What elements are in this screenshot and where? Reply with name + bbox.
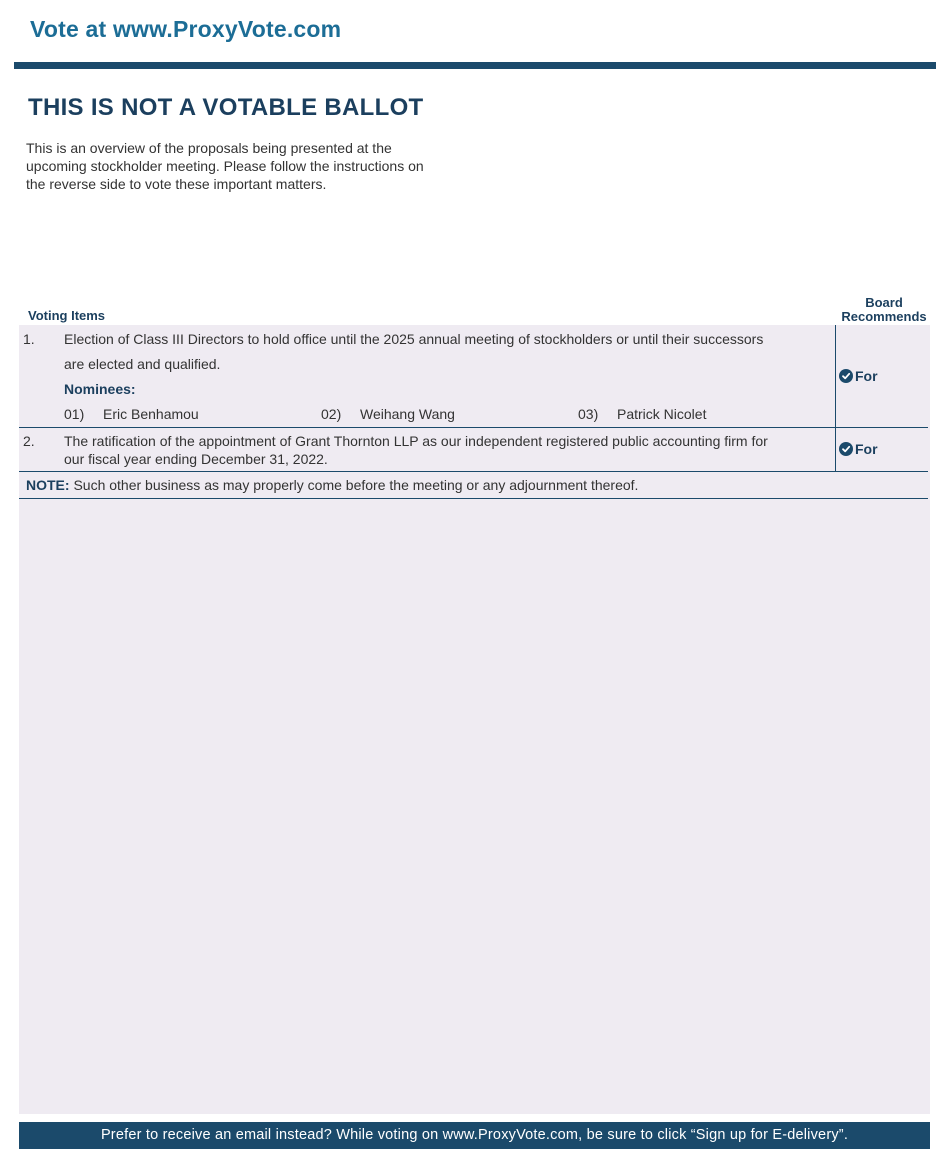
nominee-number: 03) xyxy=(578,406,599,422)
item-number: 2. xyxy=(23,433,35,449)
page-title: THIS IS NOT A VOTABLE BALLOT xyxy=(28,94,424,121)
nominee-name: Eric Benhamou xyxy=(103,406,199,422)
nominee xyxy=(321,406,455,422)
row-divider xyxy=(19,427,928,428)
nominees-label: Nominees: xyxy=(64,381,136,397)
nominee xyxy=(578,406,706,422)
nominee-number: 02) xyxy=(321,406,342,422)
intro-line: upcoming stockholder meeting. Please follow the instructions on xyxy=(26,158,424,174)
board-column-divider xyxy=(835,325,836,471)
recommendation-label: For xyxy=(855,441,878,457)
nominee-name: Patrick Nicolet xyxy=(617,406,707,422)
item-2-text-line: The ratification of the appointment of Grant Thornton LLP as our independent registered public accounting firm for xyxy=(64,433,768,449)
row-divider xyxy=(19,498,928,499)
note-label: NOTE: xyxy=(26,477,70,493)
board-header-line: Board xyxy=(865,295,903,310)
intro-line: the reverse side to vote these important matters. xyxy=(26,176,327,192)
nominee xyxy=(64,406,199,422)
board-recommends-header xyxy=(838,296,930,324)
intro-paragraph xyxy=(26,139,466,193)
recommendation-label: For xyxy=(855,368,878,384)
board-header-line: Recommends xyxy=(841,309,927,324)
proxyvote-link[interactable]: Vote at www.ProxyVote.com xyxy=(30,16,342,42)
note-body: Such other business as may properly come before the meeting or any adjournment thereof. xyxy=(69,477,639,493)
header-rule xyxy=(14,62,936,69)
item-2-text-line: our fiscal year ending December 31, 2022. xyxy=(64,451,328,467)
item-1-text-line: Election of Class III Directors to hold office until the 2025 annual meeting of stockholders or until their successors xyxy=(64,331,764,347)
item-2-recommendation xyxy=(839,441,878,457)
nominee-number: 01) xyxy=(64,406,85,422)
item-1-text-line: are elected and qualified. xyxy=(64,356,221,372)
nominee-name: Weihang Wang xyxy=(360,406,455,422)
item-1-recommendation xyxy=(839,368,878,384)
row-divider xyxy=(19,471,928,472)
intro-line: This is an overview of the proposals being presented at the xyxy=(26,140,392,156)
check-circle-icon xyxy=(839,369,853,383)
voting-items-header: Voting Items xyxy=(28,308,106,323)
note-text xyxy=(26,477,638,493)
check-circle-icon xyxy=(839,442,853,456)
item-number: 1. xyxy=(23,331,35,347)
e-delivery-banner: Prefer to receive an email instead? While voting on www.ProxyVote.com, be sure to click “Sign up for E-delivery”. xyxy=(19,1122,930,1149)
